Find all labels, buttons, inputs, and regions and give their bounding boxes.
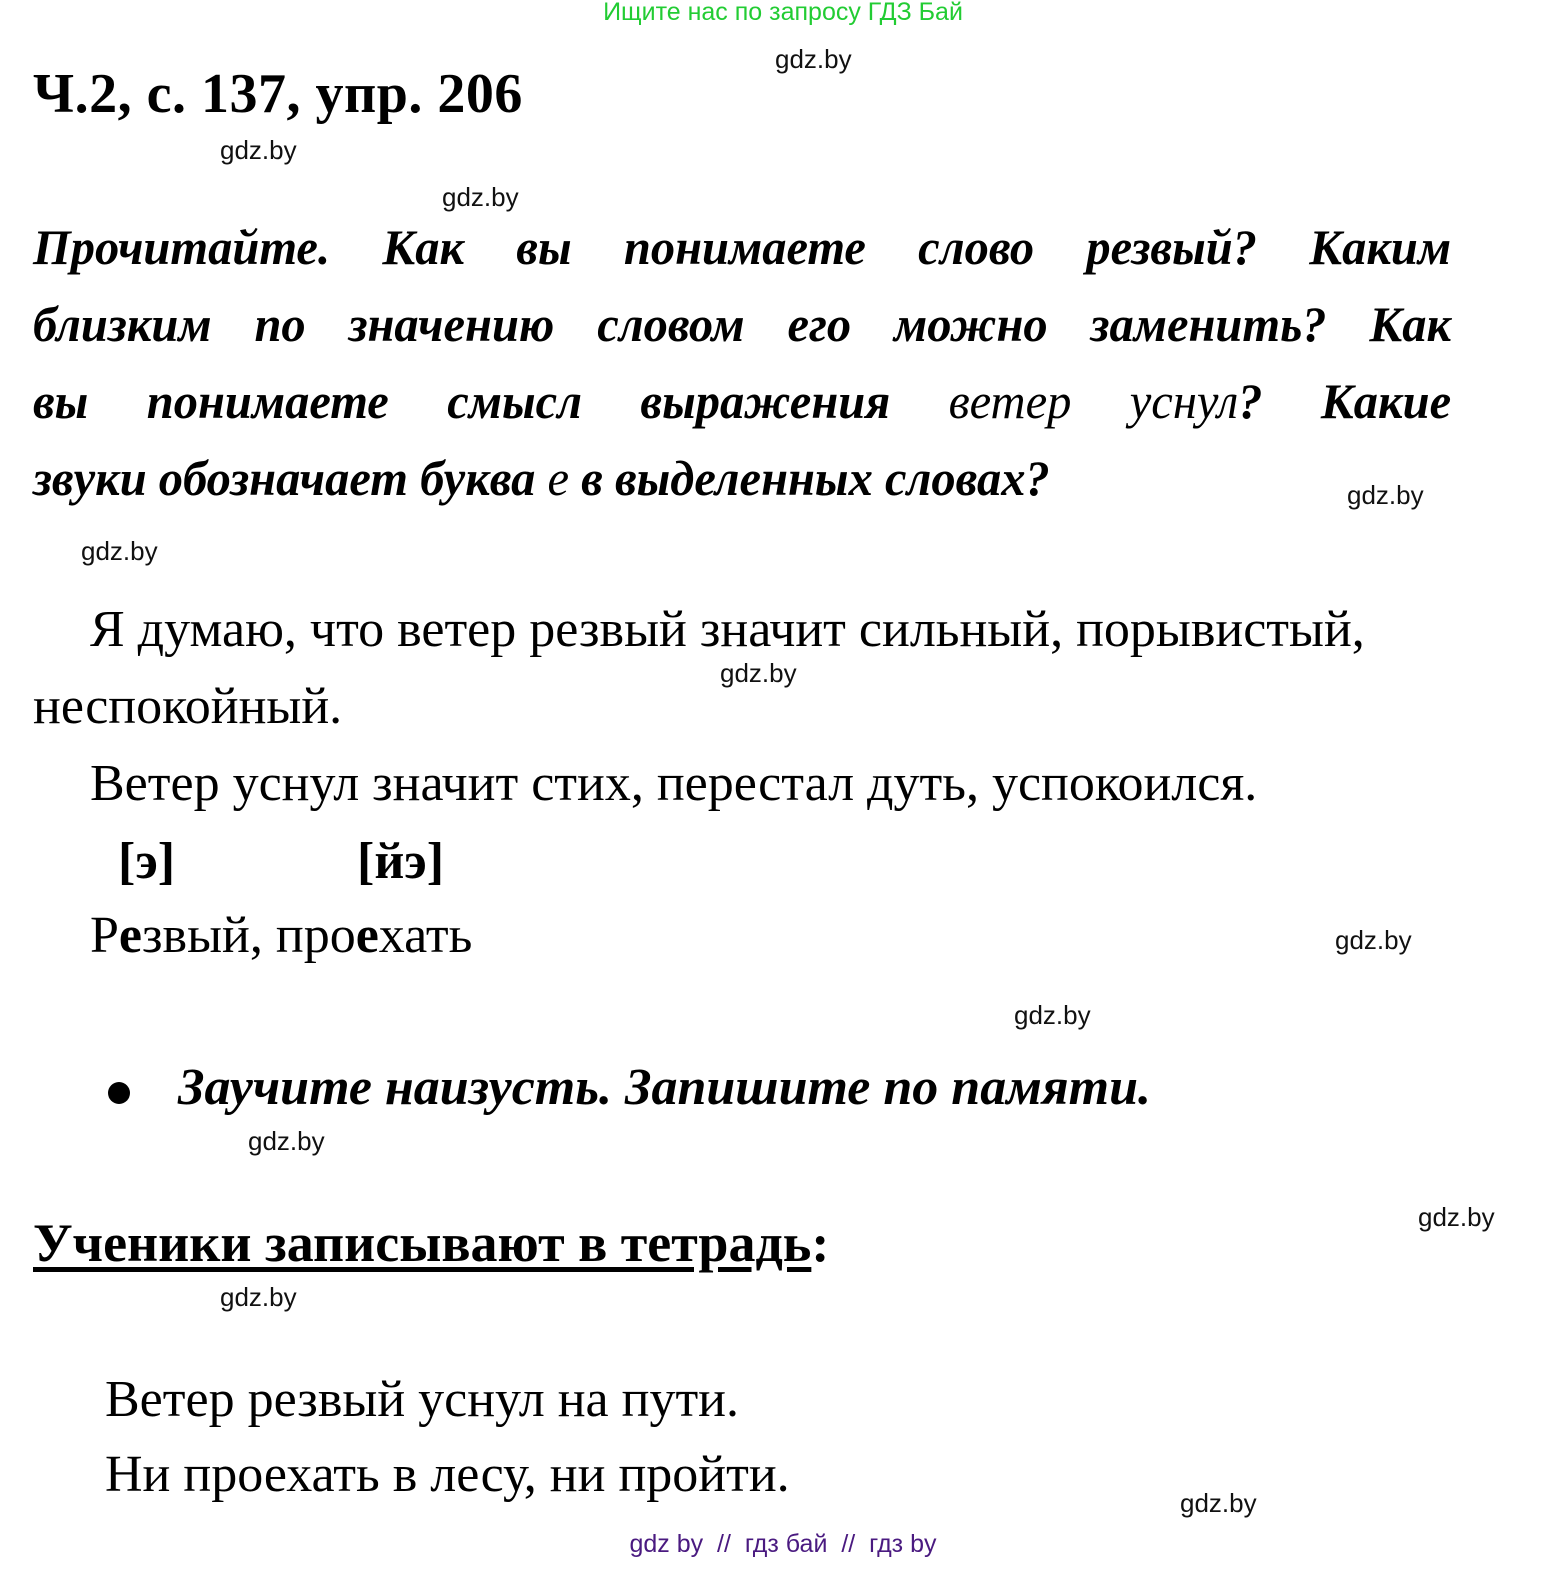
poem-line-2: Ни проехать в лесу, ни пройти. <box>105 1446 790 1503</box>
poem-line-1: Ветер резвый уснул на пути. <box>105 1371 740 1428</box>
answer-line-1: Я думаю, что ветер резвый значит сильный, порывистый, <box>90 601 1365 658</box>
answer-line-2: неспокойный. <box>33 678 343 735</box>
watermark: gdz.by <box>248 1126 325 1156</box>
sound-e: [э] <box>118 833 176 890</box>
watermark: gdz.by <box>1014 1000 1091 1030</box>
task-line-4-post: в выделенных словах? <box>581 450 1050 506</box>
word1-highlight: е <box>118 907 143 964</box>
watermark: gdz.by <box>775 44 852 74</box>
task-line-1: Прочитайте. Как вы понимаете слово резвый? Каким <box>33 219 1452 275</box>
watermark: gdz.by <box>1347 480 1424 510</box>
footer-links: gdz by // гдз бай // гдз by <box>629 1530 937 1558</box>
watermark: gdz.by <box>81 536 158 566</box>
task-line-2: близким по значению словом его можно заменить? Как <box>33 296 1452 352</box>
task-line-3-pre: вы понимаете смысл выражения <box>33 373 891 429</box>
memorize-task: Заучите наизусть. Запишите по памяти. <box>178 1059 1151 1116</box>
task-line-4-pre: звуки обозначает буква <box>33 450 536 506</box>
search-banner: Ищите нас по запросу ГДЗ Бай <box>603 0 963 26</box>
watermark: gdz.by <box>1335 925 1412 955</box>
word2-rest: хать <box>378 907 473 964</box>
watermark: gdz.by <box>442 182 519 212</box>
task-line-4 <box>33 449 1050 507</box>
watermark: gdz.by <box>220 1282 297 1312</box>
page-title: Ч.2, с. 137, упр. 206 <box>33 63 523 125</box>
notebook-heading-text: Ученики записывают в тетрадь <box>33 1213 812 1273</box>
word1-rest: звый, <box>142 907 276 964</box>
task-line-3 <box>33 372 1451 430</box>
highlighted-phrase: ветер уснул <box>948 373 1239 429</box>
answer-line-3: Ветер уснул значит стих, перестал дуть, успокоился. <box>90 755 1258 812</box>
watermark: gdz.by <box>1418 1202 1495 1232</box>
word2-part: про <box>275 907 356 964</box>
word2-highlight: е <box>355 907 379 964</box>
highlighted-letter: е <box>547 450 570 506</box>
watermark: gdz.by <box>720 658 797 688</box>
notebook-heading-colon: : <box>811 1213 830 1273</box>
sound-je: [йэ] <box>357 833 445 890</box>
notebook-heading <box>33 1212 829 1274</box>
word1-part: Р <box>90 907 119 964</box>
watermark: gdz.by <box>1180 1488 1257 1518</box>
answer-words <box>90 906 472 965</box>
task-line-3-post: ? Какие <box>1238 373 1452 429</box>
bullet-icon <box>108 1082 130 1104</box>
watermark: gdz.by <box>220 135 297 165</box>
